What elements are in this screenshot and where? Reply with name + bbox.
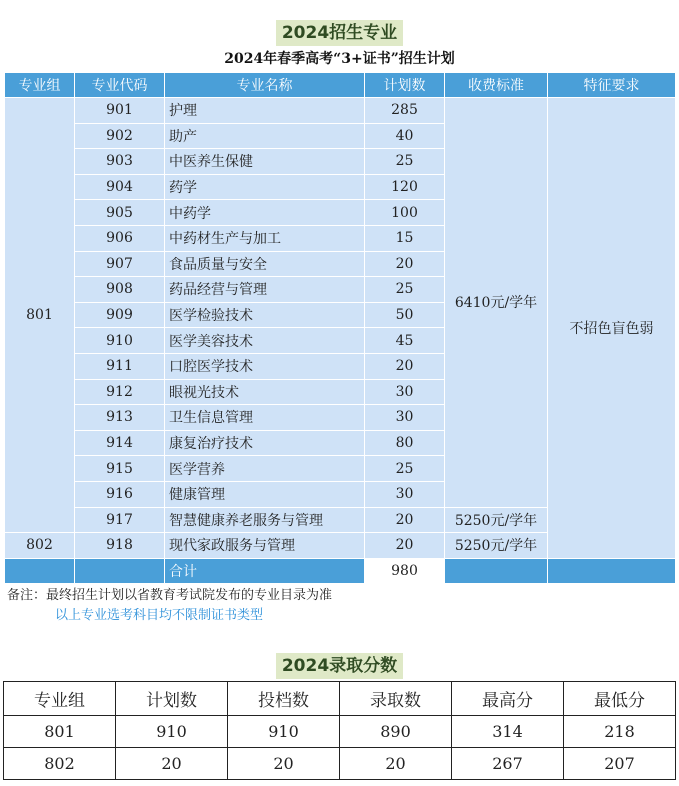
name-cell: 眼视光技术 <box>165 379 365 405</box>
score-cell: 20 <box>340 748 452 780</box>
note-line-1: 备注：最终招生计划以省教育考试院发布的专业目录为准 <box>7 588 333 603</box>
table-row <box>4 748 676 780</box>
code-cell: 915 <box>75 456 165 482</box>
fee-cell: 6410元/学年 <box>445 98 548 508</box>
count-cell: 15 <box>365 225 445 251</box>
header-fee: 收费标准 <box>445 73 548 98</box>
requirement-cell: 不招色盲色弱 <box>548 98 676 559</box>
name-cell: 食品质量与安全 <box>165 251 365 277</box>
count-cell: 20 <box>365 251 445 277</box>
group-cell: 802 <box>5 533 75 559</box>
total-blank-cell <box>5 558 75 584</box>
admission-scores-table <box>3 681 676 780</box>
group-cell: 801 <box>5 98 75 533</box>
score-cell: 267 <box>452 748 564 780</box>
name-cell: 药学 <box>165 174 365 200</box>
code-cell: 905 <box>75 200 165 226</box>
plan-subtitle: 2024年春季高考“3+证书”招生计划 <box>224 51 455 67</box>
count-cell: 45 <box>365 328 445 354</box>
header-code: 专业代码 <box>75 73 165 98</box>
scores-header-row <box>4 682 676 716</box>
score-cell: 890 <box>340 716 452 748</box>
name-cell: 中药材生产与加工 <box>165 225 365 251</box>
header-group: 专业组 <box>5 73 75 98</box>
count-cell: 80 <box>365 430 445 456</box>
scores-header-admitted: 录取数 <box>340 682 452 716</box>
code-cell: 916 <box>75 481 165 507</box>
count-cell: 40 <box>365 123 445 149</box>
count-cell: 30 <box>365 379 445 405</box>
scores-header-submitted: 投档数 <box>228 682 340 716</box>
count-cell: 20 <box>365 507 445 533</box>
name-cell: 智慧健康养老服务与管理 <box>165 507 365 533</box>
code-cell: 903 <box>75 149 165 175</box>
name-cell: 卫生信息管理 <box>165 405 365 431</box>
table-row <box>4 716 676 748</box>
code-cell: 911 <box>75 353 165 379</box>
code-cell: 902 <box>75 123 165 149</box>
code-cell: 918 <box>75 533 165 559</box>
plan-header-row <box>5 73 676 98</box>
name-cell: 医学营养 <box>165 456 365 482</box>
score-cell: 218 <box>564 716 676 748</box>
code-cell: 909 <box>75 302 165 328</box>
count-cell: 30 <box>365 481 445 507</box>
header-requirement: 特征要求 <box>548 73 676 98</box>
notes <box>7 586 332 626</box>
code-cell: 907 <box>75 251 165 277</box>
name-cell: 医学美容技术 <box>165 328 365 354</box>
header-count: 计划数 <box>365 73 445 98</box>
code-cell: 908 <box>75 277 165 303</box>
name-cell: 中医养生保健 <box>165 149 365 175</box>
note-line-2: 以上专业选考科目均不限制证书类型 <box>55 608 264 623</box>
count-cell: 30 <box>365 405 445 431</box>
count-cell: 25 <box>365 149 445 175</box>
plan-section-title <box>0 20 679 46</box>
scores-header-group: 专业组 <box>4 682 116 716</box>
code-cell: 901 <box>75 98 165 124</box>
name-cell: 健康管理 <box>165 481 365 507</box>
code-cell: 914 <box>75 430 165 456</box>
score-cell: 20 <box>228 748 340 780</box>
score-cell: 802 <box>4 748 116 780</box>
code-cell: 906 <box>75 225 165 251</box>
code-cell: 912 <box>75 379 165 405</box>
score-cell: 910 <box>116 716 228 748</box>
name-cell: 医学检验技术 <box>165 302 365 328</box>
score-cell: 801 <box>4 716 116 748</box>
fee-cell: 5250元/学年 <box>445 533 548 559</box>
name-cell: 现代家政服务与管理 <box>165 533 365 559</box>
count-cell: 120 <box>365 174 445 200</box>
total-label: 合计 <box>165 558 365 584</box>
total-row <box>5 558 676 584</box>
count-cell: 50 <box>365 302 445 328</box>
header-name: 专业名称 <box>165 73 365 98</box>
count-cell: 25 <box>365 277 445 303</box>
count-cell: 285 <box>365 98 445 124</box>
name-cell: 药品经营与管理 <box>165 277 365 303</box>
plan-section-title-text: 2024招生专业 <box>276 20 403 46</box>
fee-cell: 5250元/学年 <box>445 507 548 533</box>
count-cell: 20 <box>365 353 445 379</box>
scores-section-title <box>0 653 679 679</box>
scores-section-title-text: 2024录取分数 <box>276 653 403 679</box>
enrollment-plan-table <box>4 72 676 584</box>
score-cell: 910 <box>228 716 340 748</box>
scores-header-max: 最高分 <box>452 682 564 716</box>
name-cell: 护理 <box>165 98 365 124</box>
code-cell: 910 <box>75 328 165 354</box>
name-cell: 康复治疗技术 <box>165 430 365 456</box>
total-blank-cell <box>548 558 676 584</box>
score-cell: 20 <box>116 748 228 780</box>
code-cell: 904 <box>75 174 165 200</box>
name-cell: 助产 <box>165 123 365 149</box>
total-count: 980 <box>365 558 445 584</box>
score-cell: 314 <box>452 716 564 748</box>
count-cell: 20 <box>365 533 445 559</box>
table-row <box>5 98 676 124</box>
code-cell: 917 <box>75 507 165 533</box>
count-cell: 25 <box>365 456 445 482</box>
total-blank-cell <box>75 558 165 584</box>
code-cell: 913 <box>75 405 165 431</box>
total-blank-cell <box>445 558 548 584</box>
name-cell: 中药学 <box>165 200 365 226</box>
count-cell: 100 <box>365 200 445 226</box>
scores-header-plan: 计划数 <box>116 682 228 716</box>
name-cell: 口腔医学技术 <box>165 353 365 379</box>
scores-header-min: 最低分 <box>564 682 676 716</box>
score-cell: 207 <box>564 748 676 780</box>
